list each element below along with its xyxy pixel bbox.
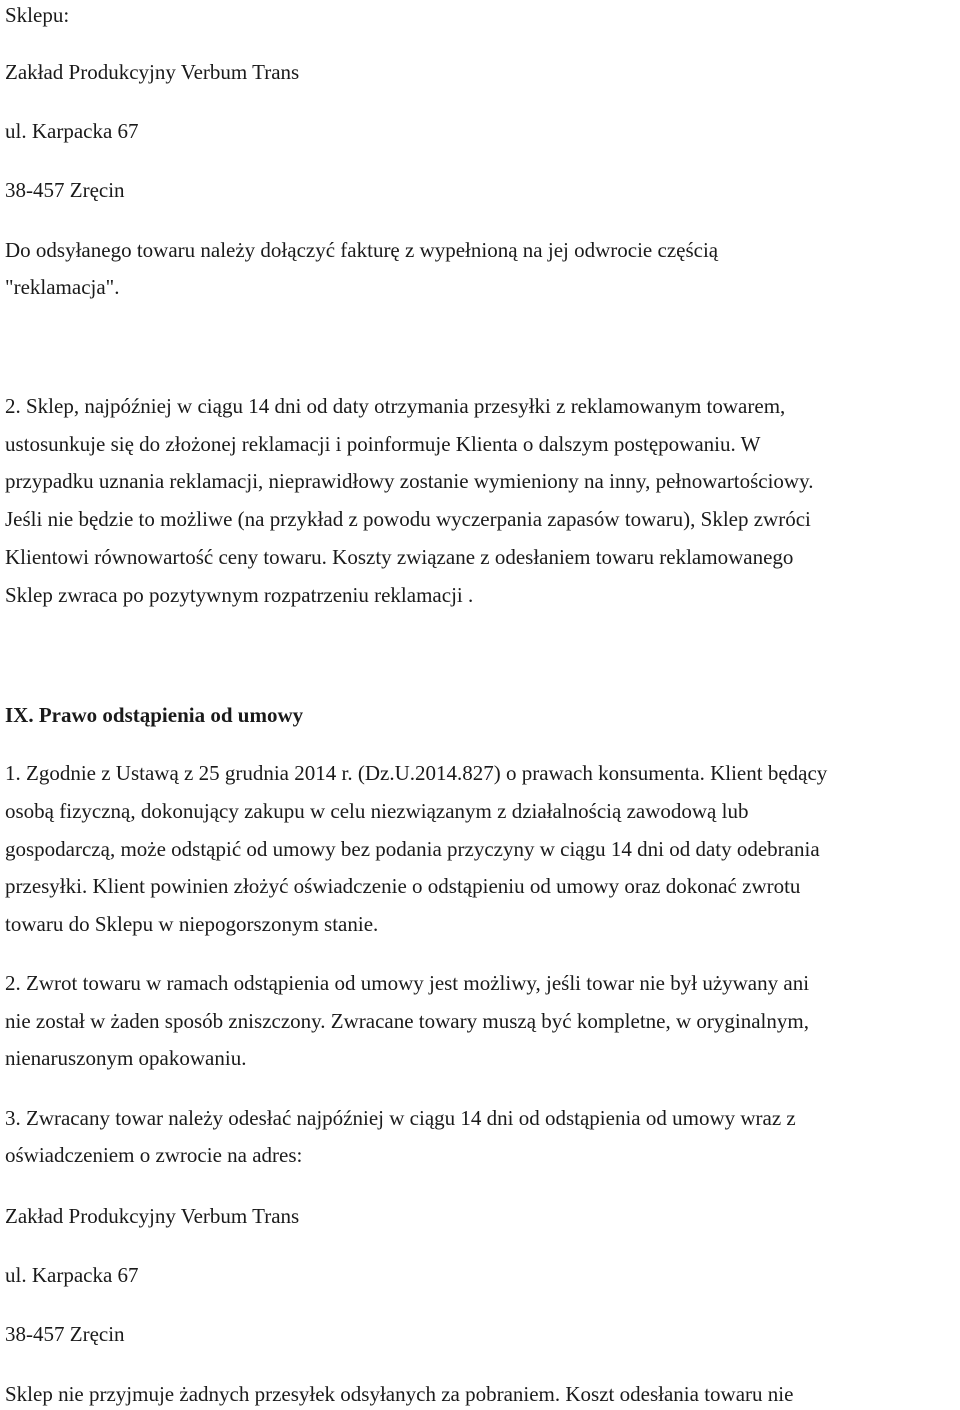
cod-policy-line: Sklep nie przyjmuje żadnych przesyłek odsyłanych za pobraniem. Koszt odesłania towaru nie xyxy=(5,1382,794,1406)
withdrawal-point-1-line-2: osobą fizyczną, dokonujący zakupu w celu niezwiązanym z działalnością zawodową lub xyxy=(5,799,749,823)
withdrawal-point-1-line-4: przesyłki. Klient powinien złożyć oświadczenie o odstąpieniu od umowy oraz dokonać zwrotu xyxy=(5,874,801,898)
withdrawal-point-2-line-1: 2. Zwrot towaru w ramach odstąpienia od umowy jest możliwy, jeśli towar nie był używany ani xyxy=(5,971,810,995)
withdrawal-point-2-line-2: nie został w żaden sposób zniszczony. Zwracane towary muszą być kompletne, w oryginalnym, xyxy=(5,1009,809,1033)
withdrawal-point-3-line-1: 3. Zwracany towar należy odesłać najpóźniej w ciągu 14 dni od odstąpienia od umowy wraz z xyxy=(5,1106,796,1130)
label-sklepu: Sklepu: xyxy=(5,3,70,27)
return-address-street: ul. Karpacka 67 xyxy=(5,1263,139,1287)
complaint-point-2-line-1: 2. Sklep, najpóźniej w ciągu 14 dni od daty otrzymania przesyłki z reklamowanym towarem, xyxy=(5,394,786,418)
address-street: ul. Karpacka 67 xyxy=(5,119,139,143)
complaint-point-2-line-3: przypadku uznania reklamacji, nieprawidłowy zostanie wymieniony na inny, pełnowartościowy. xyxy=(5,469,814,493)
withdrawal-point-3-line-2: oświadczeniem o zwrocie na adres: xyxy=(5,1143,303,1167)
return-address-city: 38-457 Zręcin xyxy=(5,1322,125,1346)
section-heading-ix: IX. Prawo odstąpienia od umowy xyxy=(5,703,304,727)
invoice-note-line-2: "reklamacja". xyxy=(5,275,120,299)
complaint-point-2-line-2: ustosunkuje się do złożonej reklamacji i poinformuje Klienta o dalszym postępowaniu. W xyxy=(5,432,761,456)
complaint-point-2-line-4: Jeśli nie będzie to możliwe (na przykład z powodu wyczerpania zapasów towaru), Sklep zwróci xyxy=(5,507,811,531)
withdrawal-point-2-line-3: nienaruszonym opakowaniu. xyxy=(5,1046,247,1070)
return-address-company: Zakład Produkcyjny Verbum Trans xyxy=(5,1204,300,1228)
complaint-point-2-line-6: Sklep zwraca po pozytywnym rozpatrzeniu reklamacji . xyxy=(5,583,474,607)
address-company: Zakład Produkcyjny Verbum Trans xyxy=(5,60,300,84)
address-city: 38-457 Zręcin xyxy=(5,178,125,202)
withdrawal-point-1-line-5: towaru do Sklepu w niepogorszonym stanie. xyxy=(5,912,379,936)
withdrawal-point-1-line-1: 1. Zgodnie z Ustawą z 25 grudnia 2014 r. (Dz.U.2014.827) o prawach konsumenta. Klient będący xyxy=(5,761,828,785)
complaint-point-2-line-5: Klientowi równowartość ceny towaru. Koszty związane z odesłaniem towaru reklamowanego xyxy=(5,545,794,569)
invoice-note-line-1: Do odsyłanego towaru należy dołączyć fakturę z wypełnioną na jej odwrocie częścią xyxy=(5,238,719,262)
withdrawal-point-1-line-3: gospodarczą, może odstąpić od umowy bez podania przyczyny w ciągu 14 dni od daty odebrania xyxy=(5,837,820,861)
